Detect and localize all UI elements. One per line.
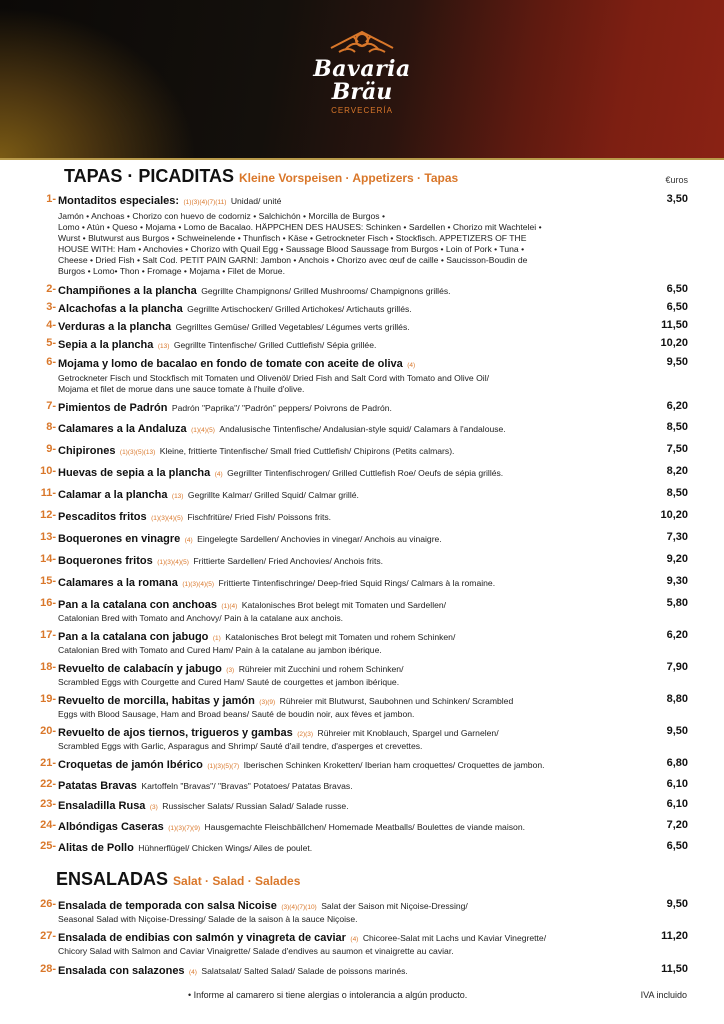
item-price: 7,90 [666,661,688,673]
item-price: 9,50 [666,725,688,737]
item-number: 9- [46,443,56,455]
item-description: Rühreier mit Zucchini und rohem Schinken/ [238,664,404,674]
menu-item [38,487,688,503]
item-name: Calamares a la romana [58,577,178,589]
item-number: 4- [46,319,56,331]
item-allergens: (13) [171,493,184,500]
item-description: Katalonisches Brot belegt mit Tomaten und Sardellen/ [241,600,447,610]
item-description: Russischer Salats/ Russian Salad/ Salade russe. [162,801,349,811]
item-detail-line: Jamón • Anchoas • Chorizo con huevo de codorniz • Salchichón • Morcilla de Burgos • [58,211,385,221]
item-allergens: (1)(4) [221,603,238,610]
item-allergens: (1)(4)(5) [191,427,215,434]
item-price: 7,30 [666,531,688,543]
item-detail-line: Mojama et filet de morue dans une sauce tomate à l'huile d'olive. [58,384,305,394]
item-allergens: (4) [184,537,193,544]
menu-item [38,930,688,957]
item-detail-line: Wurst • Blutwurst aus Burgos • Schweinelende • Thunfisch • Käse • Getrockneter Fisch • Stockfisch. APPETIZERS OF THE [58,233,527,243]
item-description: Iberischen Schinken Kroketten/ Iberian ham croquettes/ Croquettes de jambon. [243,760,545,770]
item-name: Calamares a la Andaluza [58,423,187,435]
item-price: 9,50 [666,356,688,368]
item-allergens: (3) [226,667,235,674]
item-number: 3- [46,301,56,313]
item-name: Huevas de sepia a la plancha [58,467,211,479]
item-price: 11,50 [661,319,688,331]
item-name: Ensalada de endibias con salmón y vinagreta de caviar [58,932,346,944]
brand-name-line2: Bräu [331,79,393,105]
item-number: 13- [40,531,56,543]
item-number: 19- [40,693,56,705]
item-number: 8- [46,421,56,433]
section-subtitle: Salat · Salad · Salades [173,874,301,888]
item-allergens: (1)(3)(5)(7) [207,763,240,770]
item-description: Rühreier mit Knoblauch, Spargel und Garnelen/ [317,728,499,738]
item-description: Frittierte Tintenfischringe/ Deep-fried Squid Rings/ Calmars à la romaine. [218,578,496,588]
item-price: 7,20 [666,819,688,831]
menu-item [38,898,688,925]
item-detail-line: Burgos • Lomo• Thon • Fromage • Mojama • Filet de Morue. [58,266,285,276]
item-price: 8,50 [666,487,688,499]
menu-content [38,166,688,979]
item-number: 26- [40,898,56,910]
item-name: Ensalada con salazones [58,965,185,977]
item-allergens: (1)(3)(4)(5) [151,515,183,522]
item-number: 20- [40,725,56,737]
item-allergens: (4) [407,362,416,369]
item-price: 8,20 [666,465,688,477]
currency-label: €uros [665,175,688,185]
item-name: Chipirones [58,445,116,457]
item-number: 24- [40,819,56,831]
menu-item [38,693,688,720]
item-detail-line: Lomo • Atún • Queso • Mojama • Lomo de Bacalao. HÄPPCHEN DES HAUSES: Schinken • Sardellen • Chorizo mit Wachtelei • [58,222,542,232]
menu-item [38,400,688,415]
item-description: Gegrillte Artischocken/ Grilled Artichokes/ Artichauts grillés. [187,304,412,314]
item-price: 6,20 [666,629,688,641]
item-name: Alcachofas a la plancha [58,303,183,315]
item-detail-line: Scrambled Eggs with Garlic, Asparagus and Shrimp/ Sauté d'ail tendre, d'asperges et crevettes. [58,741,423,751]
item-detail-line: Chicory Salad with Salmon and Caviar Vinaigrette/ Salade d'endives au saumon et vinaigrette au caviar. [58,946,454,956]
item-number: 28- [40,963,56,975]
item-description: Rühreier mit Blutwurst, Saubohnen und Schinken/ Scrambled [279,696,514,706]
item-price: 10,20 [660,337,688,349]
item-description: Gegrilltes Gemüse/ Grilled Vegetables/ Légumes verts grillés. [175,322,410,332]
brand-tagline: CERVECERÍA [331,106,393,115]
item-description: Kartoffeln "Bravas"/ "Bravas" Potatoes/ Patatas Bravas. [141,781,353,791]
item-price: 6,10 [666,778,688,790]
item-allergens: (1)(3)(4)(5) [182,581,215,588]
menu-item [38,319,688,334]
item-name: Montaditos especiales: [58,195,180,207]
item-name: Champiñones a la plancha [58,285,197,297]
section-title: ENSALADAS [56,869,169,889]
section-title: TAPAS · PICADITAS [64,166,234,186]
item-price: 9,20 [666,553,688,565]
item-allergens: (4) [189,969,197,976]
item-price: 6,50 [666,840,688,852]
item-allergens: (3)(9) [259,699,276,706]
item-number: 2- [46,283,56,295]
item-number: 5- [46,337,56,349]
item-price: 10,20 [660,509,688,521]
item-number: 21- [40,757,56,769]
item-number: 27- [40,930,56,942]
item-allergens: (2)(3) [297,731,314,738]
item-number: 10- [40,465,56,477]
item-name: Pan a la catalana con anchoas [58,599,217,611]
item-price: 11,20 [661,930,688,942]
item-name: Mojama y lomo de bacalao en fondo de tomate con aceite de oliva [58,358,403,370]
item-description: Andalusische Tintenfische/ Andalusian-style squid/ Calamars à l'andalouse. [219,424,506,434]
item-number: 17- [40,629,56,641]
item-description: Hausgemachte Fleischbällchen/ Homemade Meatballs/ Boulettes de viande maison. [204,822,525,832]
menu-item [38,757,688,773]
brand-name-line1: Bavaria [313,56,411,82]
item-number: 1- [46,193,56,205]
menu-item [38,778,688,793]
item-detail-line: Scrambled Eggs with Courgette and Cured Ham/ Sauté de courgettes et jambon ibérique. [58,677,400,687]
item-description: Gegrillte Tintenfische/ Grilled Cuttlefish/ Sépia grillée. [173,340,377,350]
item-allergens: (1) [212,635,221,642]
divider [0,158,724,160]
item-name: Ensaladilla Rusa [58,800,146,812]
item-name: Pimientos de Padrón [58,402,168,414]
menu-item [38,597,688,624]
item-price: 6,10 [666,798,688,810]
item-price: 7,50 [666,443,688,455]
item-number: 6- [46,356,56,368]
item-name: Alitas de Pollo [58,842,134,854]
item-description: Chicoree-Salat mit Lachs und Kaviar Vinegrette/ [362,933,547,943]
item-price: 6,20 [666,400,688,412]
menu-item [38,356,688,395]
item-description: Eingelegte Sardellen/ Anchovies in vinegar/ Anchois au vinaigre. [197,534,442,544]
brand-logo [292,26,432,115]
item-name: Albóndigas Caseras [58,821,164,833]
item-name: Ensalada de temporada con salsa Nicoise [58,900,277,912]
item-description: Gegrillte Kalmar/ Grilled Squid/ Calmar grillé. [187,490,359,500]
menu-item [38,465,688,481]
menu-item [38,421,688,437]
menu-item [38,798,688,814]
item-name: Croquetas de jamón Ibérico [58,759,203,771]
item-name: Calamar a la plancha [58,489,168,501]
item-description: Fischfritüre/ Fried Fish/ Poissons frits. [187,512,332,522]
item-name: Revuelto de ajos tiernos, trigueros y gambas [58,727,293,739]
tax-notice: IVA incluido [640,990,687,1000]
item-name: Patatas Bravas [58,780,137,792]
item-detail-line: Catalonian Bred with Tomato and Cured Ham/ Pain à la catalane au jambon ibérique. [58,645,382,655]
menu-item [38,575,688,591]
menu-item [38,301,688,316]
section-header-ensaladas [56,869,688,890]
item-name: Revuelto de calabacín y jabugo [58,663,222,675]
item-detail-line: Cheese • Dried Fish • Salt Cod. PETIT PAIN GARNI: Jambon • Anchois • Chorizo avec œuf de caille • Saucisson-Boudin de [58,255,528,265]
item-detail-line: Getrockneter Fisch und Stockfisch mit Tomaten und Olivenöl/ Dried Fish and Salt Cord with Tomato and Olive Oil/ [58,373,489,383]
menu-item [38,553,688,569]
menu-item [38,963,688,979]
item-price: 5,80 [666,597,688,609]
item-allergens: (1)(3)(4)(5) [157,559,189,566]
item-number: 7- [46,400,56,412]
item-description: Salatsalat/ Salted Salad/ Salade de poissons marinés. [201,966,408,976]
item-allergens: (3)(4)(7)(10) [281,904,317,911]
item-allergens: (1)(3)(4)(7)(11) [183,199,227,206]
item-name: Boquerones fritos [58,555,153,567]
item-name: Pan a la catalana con jabugo [58,631,209,643]
item-number: 23- [40,798,56,810]
menu-item [38,193,688,277]
item-number: 15- [40,575,56,587]
header-banner [0,0,724,158]
item-number: 16- [40,597,56,609]
item-allergens: (4) [350,936,359,943]
item-description: Gegrillte Champignons/ Grilled Mushrooms/ Champignons grillés. [201,286,451,296]
item-allergens: (4) [214,471,223,478]
item-detail-line: Eggs with Blood Sausage, Ham and Broad beans/ Sauté de boudin noir, aux fèves et jambon. [58,709,415,719]
item-number: 11- [40,487,56,499]
menu-item [38,531,688,547]
item-price: 9,30 [666,575,688,587]
section-subtitle: Kleine Vorspeisen · Appetizers · Tapas [239,171,459,185]
item-price: 9,50 [666,898,688,910]
item-description: Unidad/ unité [230,196,282,206]
item-description: Padrón "Paprika"/ "Padrón" peppers/ Poivrons de Padrón. [171,403,392,413]
menu-item [38,819,688,835]
ornament-icon [325,26,399,56]
item-name: Sepia a la plancha [58,339,154,351]
item-allergens: (13) [157,343,170,350]
allergy-notice: • Informe al camarero si tiene alergias o intolerancia a algún producto. [188,990,468,1000]
item-number: 12- [40,509,56,521]
menu-item [38,443,688,459]
item-price: 11,50 [661,963,688,975]
item-allergens: (1)(3)(7)(9) [168,825,200,832]
item-description: Frittierte Sardellen/ Fried Anchovies/ Anchois frits. [193,556,384,566]
item-detail-line: HOUSE WITH: Ham • Anchovies • Chorizo with Quail Egg • Saussage Blood Saussage from Burgos • Loin of Pork • Tuna • [58,244,525,254]
item-detail-line: Catalonian Bred with Tomato and Anchovy/ Pain à la catalane aux anchois. [58,613,344,623]
item-allergens: (1)(3)(5)(13) [119,449,156,456]
item-description: Gegrillter Tintenfischrogen/ Grilled Cuttlefish Roe/ Oeufs de sépia grillés. [227,468,504,478]
menu-item [38,629,688,656]
item-description: Katalonisches Brot belegt mit Tomaten und rohem Schinken/ [225,632,456,642]
item-number: 22- [40,778,56,790]
item-name: Pescaditos fritos [58,511,147,523]
item-description: Salat der Saison mit Niçoise-Dressing/ [321,901,468,911]
item-name: Revuelto de morcilla, habitas y jamón [58,695,255,707]
menu-item [38,283,688,298]
menu-item [38,337,688,353]
item-price: 6,80 [666,757,688,769]
item-price: 6,50 [666,283,688,295]
item-price: 3,50 [666,193,688,205]
item-allergens: (3) [149,804,158,811]
menu-item [38,661,688,688]
menu-item [38,725,688,752]
menu-item [38,840,688,855]
item-number: 25- [40,840,56,852]
item-number: 18- [40,661,56,673]
item-description: Hühnerflügel/ Chicken Wings/ Ailes de poulet. [138,843,313,853]
menu-item [38,509,688,525]
item-number: 14- [40,553,56,565]
item-description: Kleine, frittierte Tintenfische/ Small fried Cuttlefish/ Chipirons (Petits calmars). [159,446,455,456]
section-header-tapas [64,166,688,187]
item-name: Verduras a la plancha [58,321,172,333]
item-price: 8,80 [666,693,688,705]
item-detail-line: Seasonal Salad with Niçoise-Dressing/ Salade de la saison à la sauce Niçoise. [58,914,358,924]
item-name: Boquerones en vinagre [58,533,181,545]
item-price: 8,50 [666,421,688,433]
item-price: 6,50 [666,301,688,313]
